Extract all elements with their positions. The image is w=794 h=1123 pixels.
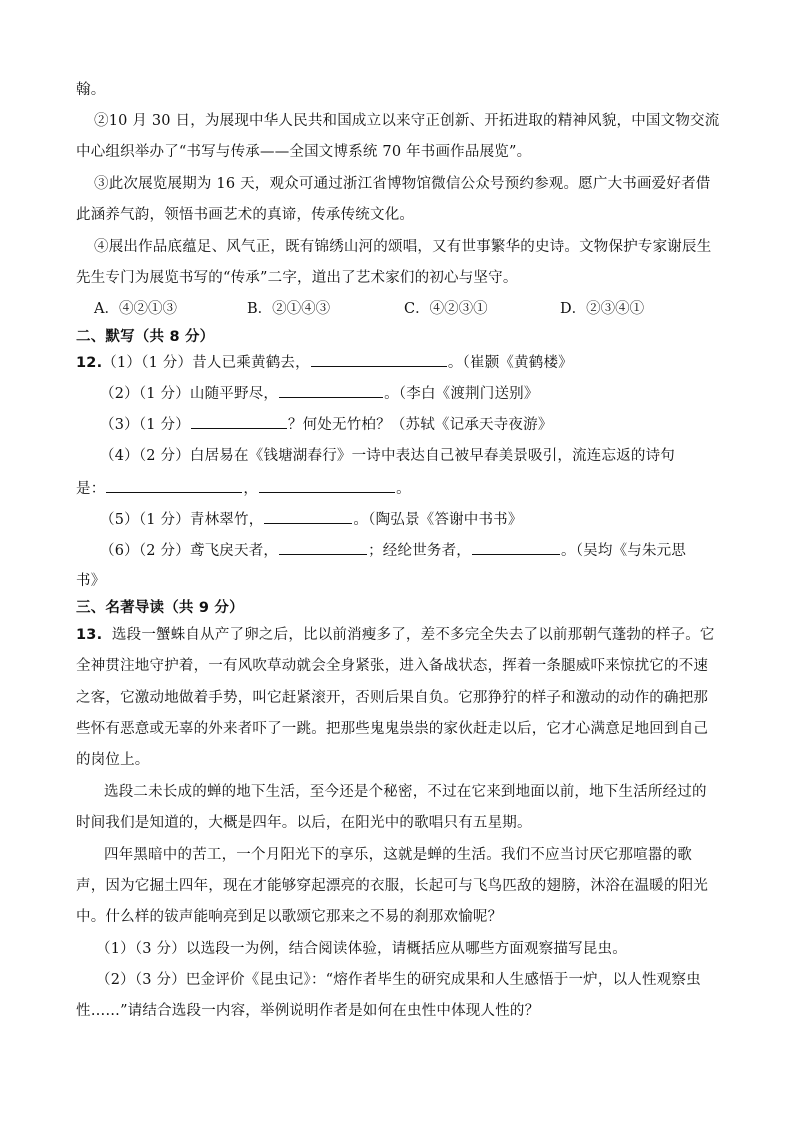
q13-passage-3-line2: 声，因为它掘土四年，现在才能够穿起漂亮的衣服，长起可与飞鸟匹敌的翅膀，沐浴在温暖的阳光 — [76, 878, 709, 894]
q11-sentence-2-line2: 中心组织举办了“书写与传承——全国文博系统 70 年书画作品展览”。 — [76, 144, 532, 160]
q12-item-4-prefix: （4）（2 分）白居易在《钱塘湖春行》一诗中表达自己被早春美景吸引，流连忘返的诗句 — [100, 448, 676, 464]
option-label: D． — [560, 301, 587, 317]
answer-blank[interactable] — [106, 478, 242, 493]
section-2-heading: 二、默写（共 8 分） — [76, 329, 215, 345]
option-text: ②③④① — [586, 301, 645, 317]
q12-item-2-prefix: （2）（1 分）山随平野尽， — [100, 386, 279, 402]
q11-option-d[interactable] — [560, 299, 644, 319]
q12-item-5-prefix: （5）（1 分）青林翠竹， — [100, 512, 264, 528]
q12-item-6-continued: 书》 — [76, 573, 106, 589]
q12-item-1 — [76, 352, 573, 373]
q13-passage-1-line5: 的岗位上。 — [76, 752, 150, 768]
q12-item-6 — [100, 540, 686, 561]
q11-option-c[interactable] — [404, 299, 488, 319]
q13-passage-1-line2: 全神贯注地守护着，一有风吹草动就会全身紧张，进入备战状态，挥着一条腿威吓来惊扰它的不速 — [76, 658, 709, 674]
q11-sentence-4-line1: ④展出作品底蕴足、风气正，既有锦绣山河的颂唱，又有世事繁华的史诗。文物保护专家谢辰生 — [94, 239, 712, 255]
q13-passage-1-line3: 之客，它激动地做着手势，叫它赶紧滚开，否则后果自负。它那狰狞的样子和激动的动作的确把那 — [76, 690, 709, 706]
option-label: C． — [404, 301, 430, 317]
q12-item-4-separator: ， — [243, 481, 259, 497]
answer-blank[interactable] — [259, 478, 395, 493]
q11-sentence-3-line2: 此涵养气韵，领悟书画艺术的真谛，传承传统文化。 — [76, 207, 415, 223]
q12-item-5 — [100, 509, 523, 530]
q13-passage-3-line1: 四年黑暗中的苦工，一个月阳光下的享乐，这就是蝉的生活。我们不应当讨厌它那喧嚣的歌 — [104, 847, 692, 863]
q12-item-3-suffix: ？何处无竹柏？（苏轼《记承天寺夜游》 — [287, 417, 553, 433]
q11-option-b[interactable] — [247, 299, 330, 319]
q12-item-5-suffix: 。（陶弘景《答谢中书书》 — [353, 512, 523, 528]
q13-passage-3-line3: 中。什么样的钹声能响亮到足以歌颂它那来之不易的刹那欢愉呢？ — [76, 909, 503, 925]
q12-item-3 — [100, 414, 553, 435]
q11-continued-text: 翰。 — [76, 82, 106, 98]
option-text: ②①④③ — [272, 301, 331, 317]
section-3-heading: 三、名著导读（共 9 分） — [76, 600, 244, 616]
option-text: ④②①③ — [118, 301, 177, 317]
q12-item-2 — [100, 383, 539, 404]
answer-blank[interactable] — [472, 540, 560, 555]
answer-blank[interactable] — [311, 352, 447, 367]
q13-passage-2-line1: 选段二未长成的蝉的地下生活，至今还是个秘密，不过在它来到地面以前，地下生活所经过的 — [104, 784, 707, 800]
q12-number: 12. — [76, 355, 103, 371]
answer-blank[interactable] — [279, 540, 367, 555]
answer-blank[interactable] — [264, 509, 352, 524]
q12-item-6-prefix: （6）（2 分）鸢飞戾天者， — [100, 543, 279, 559]
q12-item-4-answer-prefix: 是： — [76, 481, 106, 497]
q13-subquestion-1: （1）（3 分）以选段一为例，结合阅读体验，请概括应从哪些方面观察描写昆虫。 — [96, 941, 627, 957]
q12-item-6-mid: ；经纶世务者， — [368, 543, 472, 559]
option-label: A． — [94, 301, 119, 317]
option-text: ④②③① — [429, 301, 488, 317]
q12-item-4-suffix: 。 — [396, 481, 411, 497]
q11-sentence-2-line1: ②10 月 30 日，为展现中华人民共和国成立以来守正创新、开拓进取的精神风貌，中国文物交流 — [94, 113, 720, 129]
q13-passage-1-line1 — [76, 625, 715, 645]
q11-sentence-4-line2: 先生专门为展览书写的“传承”二字，道出了艺术家们的初心与坚守。 — [76, 270, 518, 286]
q12-item-1-prefix: （1）（1 分）昔人已乘黄鹤去， — [102, 355, 310, 371]
answer-blank[interactable] — [191, 414, 287, 429]
q12-item-2-suffix: 。（李白《渡荆门送别》 — [384, 386, 539, 402]
q12-item-1-suffix: 。（崔颢《黄鹤楼》 — [447, 355, 573, 371]
q11-sentence-3-line1: ③此次展览展期为 16 天，观众可通过浙江省博物馆微信公众号预约参观。愿广大书画爱好者借 — [94, 176, 711, 192]
q13-number: 13. — [76, 627, 103, 643]
q11-option-a[interactable] — [94, 299, 177, 319]
q13-passage-2-line2: 时间我们是知道的，大概是四年。以后，在阳光中的歌唱只有五星期。 — [76, 815, 532, 831]
q13-subquestion-2-line2: 性……”请结合选段一内容，举例说明作者是如何在虫性中体现人性的？ — [76, 1003, 540, 1019]
answer-blank[interactable] — [279, 383, 383, 398]
passage-text: 选段一蟹蛛自从产了卵之后，比以前消瘦多了，差不多完全失去了以前那朝气蓬勃的样子。它 — [111, 627, 715, 643]
q13-passage-1-line4: 些怀有恶意或无辜的外来者吓了一跳。把那些鬼鬼祟祟的家伙赶走以后，它才心满意足地回到自己 — [76, 721, 709, 737]
q12-item-3-prefix: （3）（1 分） — [100, 417, 190, 433]
q13-subquestion-2-line1: （2）（3 分）巴金评价《昆虫记》：“熔作者毕生的研究成果和人生感悟于一炉，以人性观察虫 — [96, 972, 701, 988]
q12-item-4 — [100, 446, 675, 466]
option-label: B． — [247, 301, 273, 317]
q12-item-4-answers — [76, 478, 411, 499]
q12-item-6-suffix: 。（吴均《与朱元思 — [561, 543, 687, 559]
